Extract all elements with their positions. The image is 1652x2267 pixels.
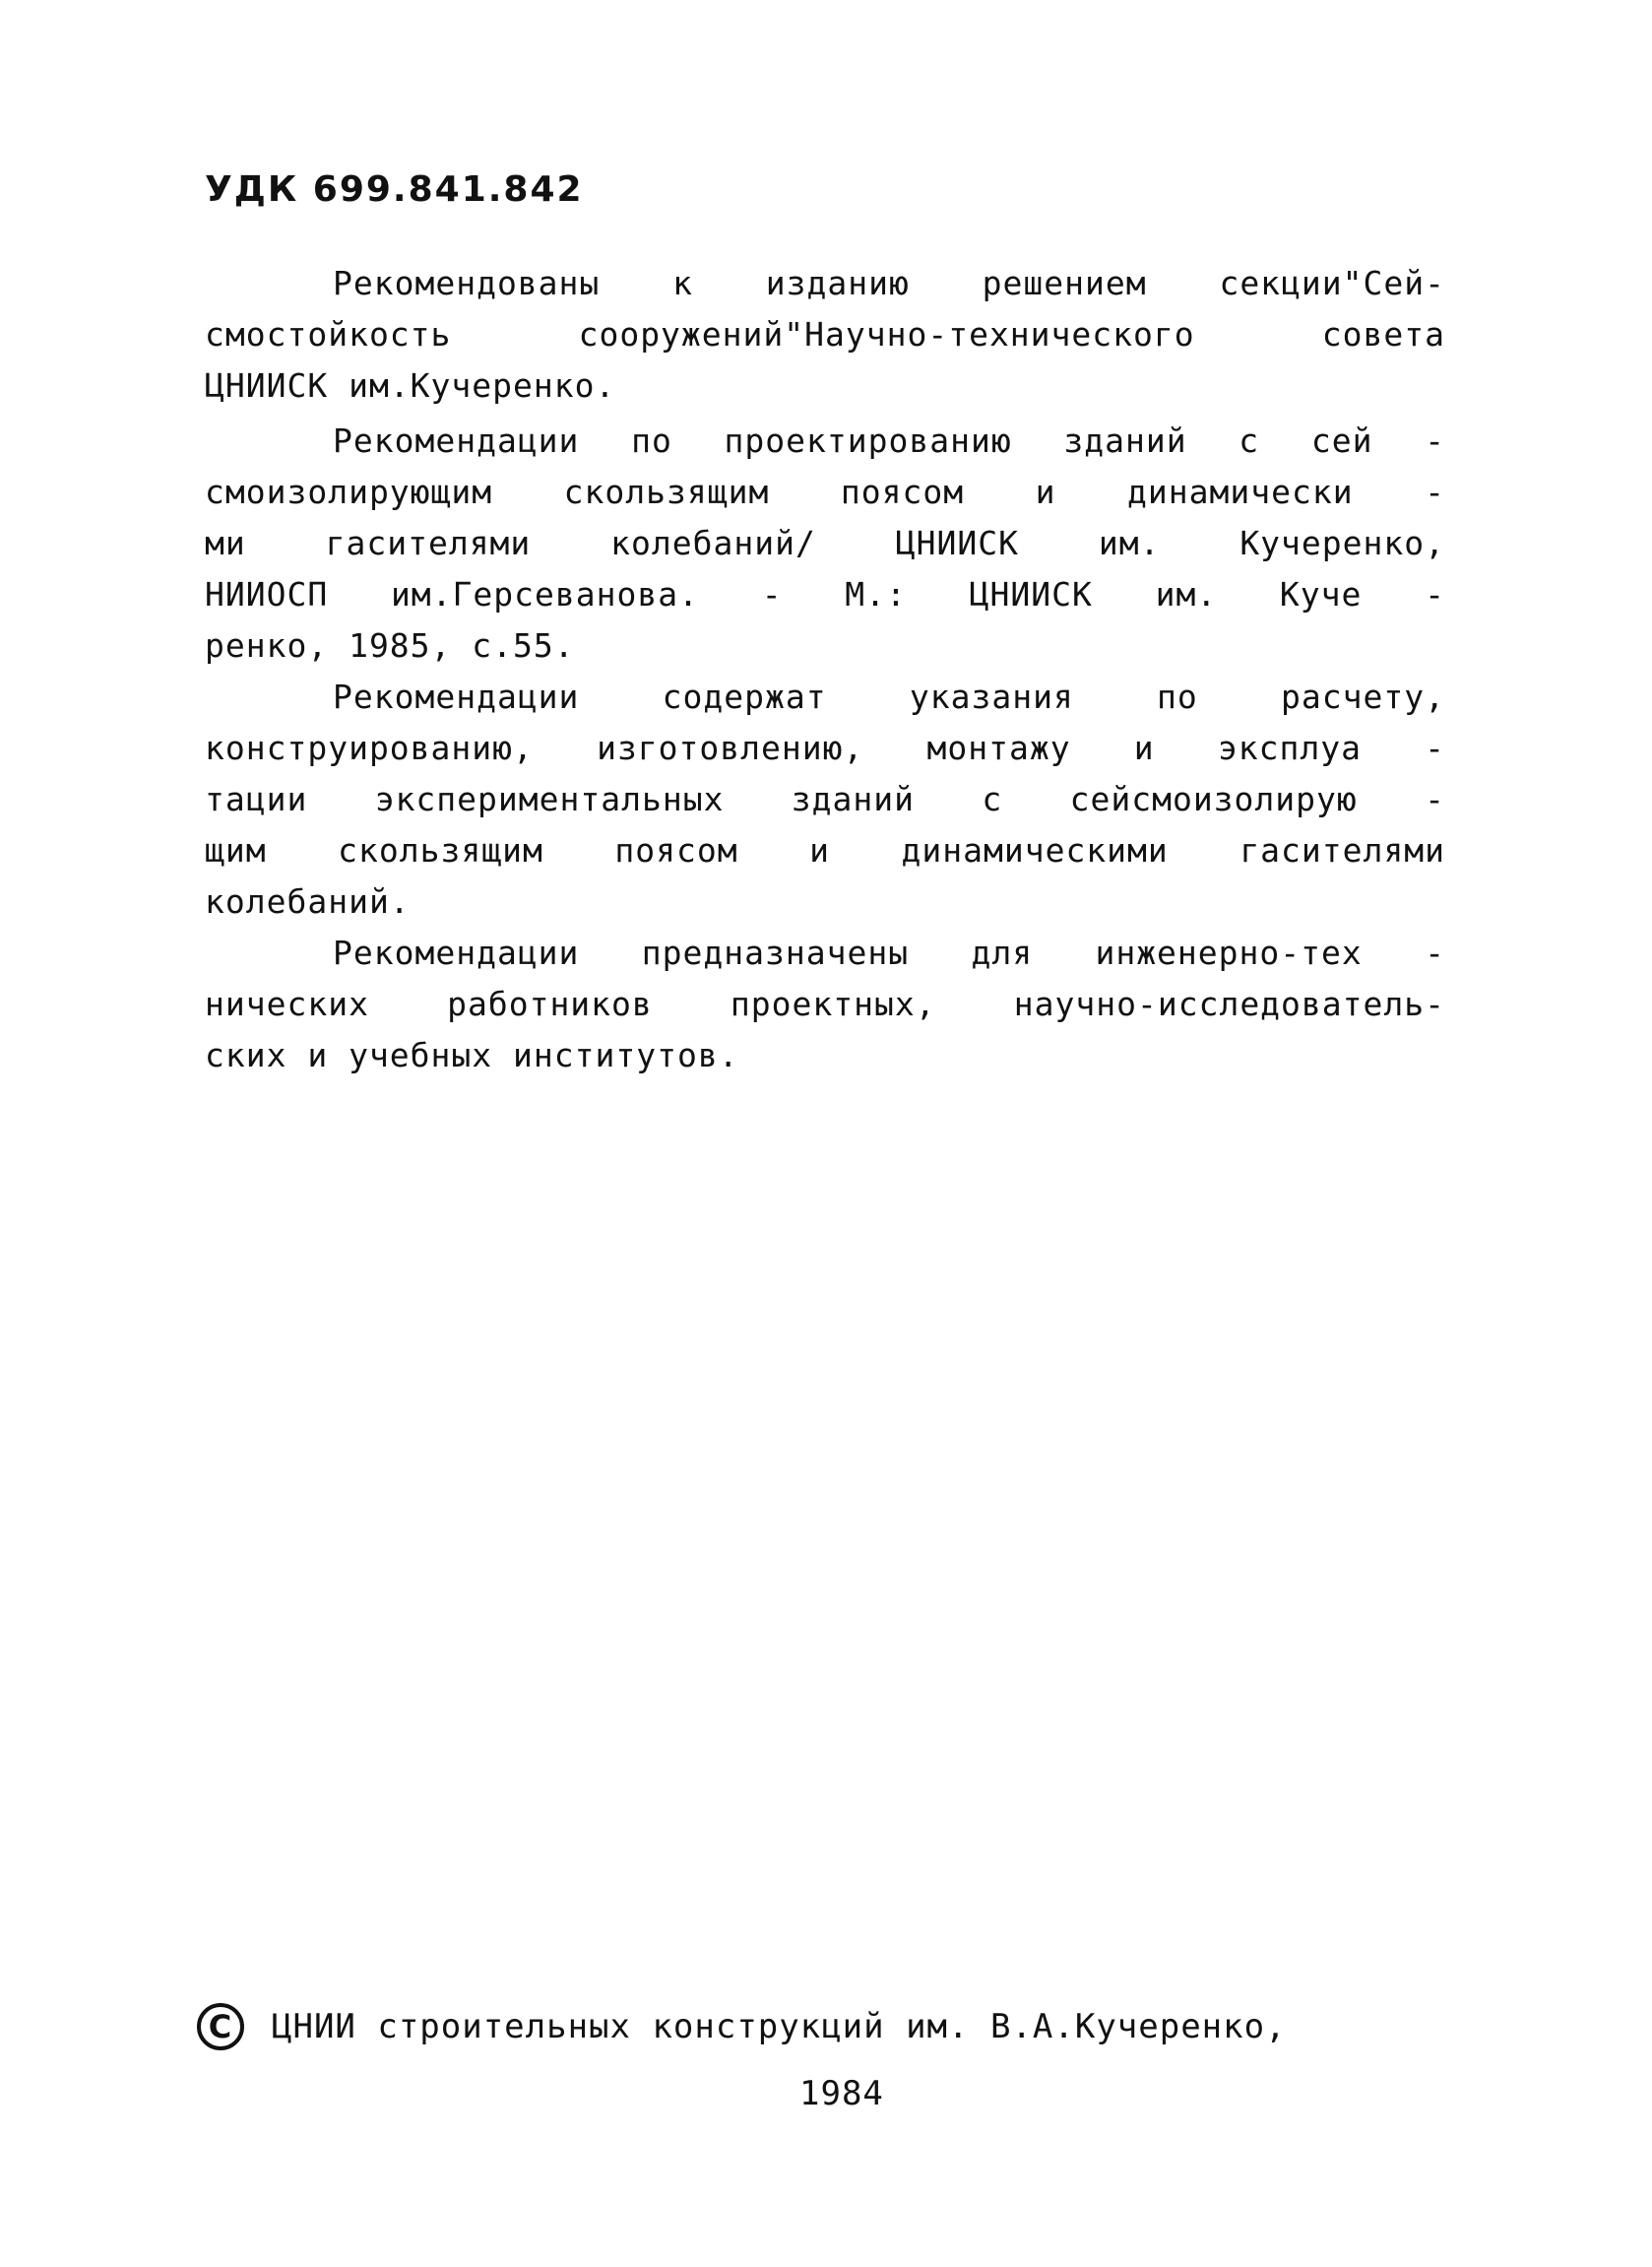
copyright-footer	[197, 1997, 1477, 2113]
text-line: щим скользящим поясом и динамическими гасителями	[205, 831, 1445, 870]
text-line: Рекомендации предназначены для инженерно-тех -	[333, 934, 1445, 972]
paragraph-abstract	[205, 672, 1445, 928]
text-line: Рекомендации по проектированию зданий с сей -	[333, 421, 1445, 460]
text-line: смостойкость сооружений"Научно-технического совета	[205, 315, 1445, 354]
text-line: ми гасителями колебаний/ ЦНИИСК им. Кучеренко,	[205, 524, 1445, 562]
text-line: колебаний.	[205, 882, 411, 921]
text-line: смоизолирующим скользящим поясом и динамически -	[205, 473, 1445, 511]
text-line: нических работников проектных, научно-исследователь-	[205, 985, 1445, 1023]
paragraph-bibliographic-reference	[205, 416, 1445, 672]
copyright-icon: C	[197, 2003, 244, 2050]
text-line: Рекомендованы к изданию решением секции"Сей-	[333, 264, 1445, 302]
paragraph-audience	[205, 928, 1445, 1081]
copyright-year: 1984	[799, 2074, 884, 2113]
text-line: ЦНИИСК им.Кучеренко.	[205, 366, 616, 405]
text-line: Рекомендации содержат указания по расчету,	[333, 678, 1445, 716]
udk-code: УДК 699.841.842	[205, 169, 584, 210]
copyright-line	[197, 1997, 1477, 2056]
copyright-holder: ЦНИИ строительных конструкций им. В.А.Кучеренко,	[272, 2007, 1287, 2046]
text-line: конструированию, изготовлению, монтажу и эксплуа -	[205, 729, 1445, 767]
text-line: ренко, 1985, с.55.	[205, 626, 575, 665]
text-line: НИИОСП им.Герсеванова. - М.: ЦНИИСК им. Куче -	[205, 575, 1445, 614]
text-line: ских и учебных институтов.	[205, 1036, 739, 1074]
paragraph-recommendation	[205, 258, 1445, 412]
text-line: тации экспериментальных зданий с сейсмоизолирую -	[205, 780, 1445, 818]
